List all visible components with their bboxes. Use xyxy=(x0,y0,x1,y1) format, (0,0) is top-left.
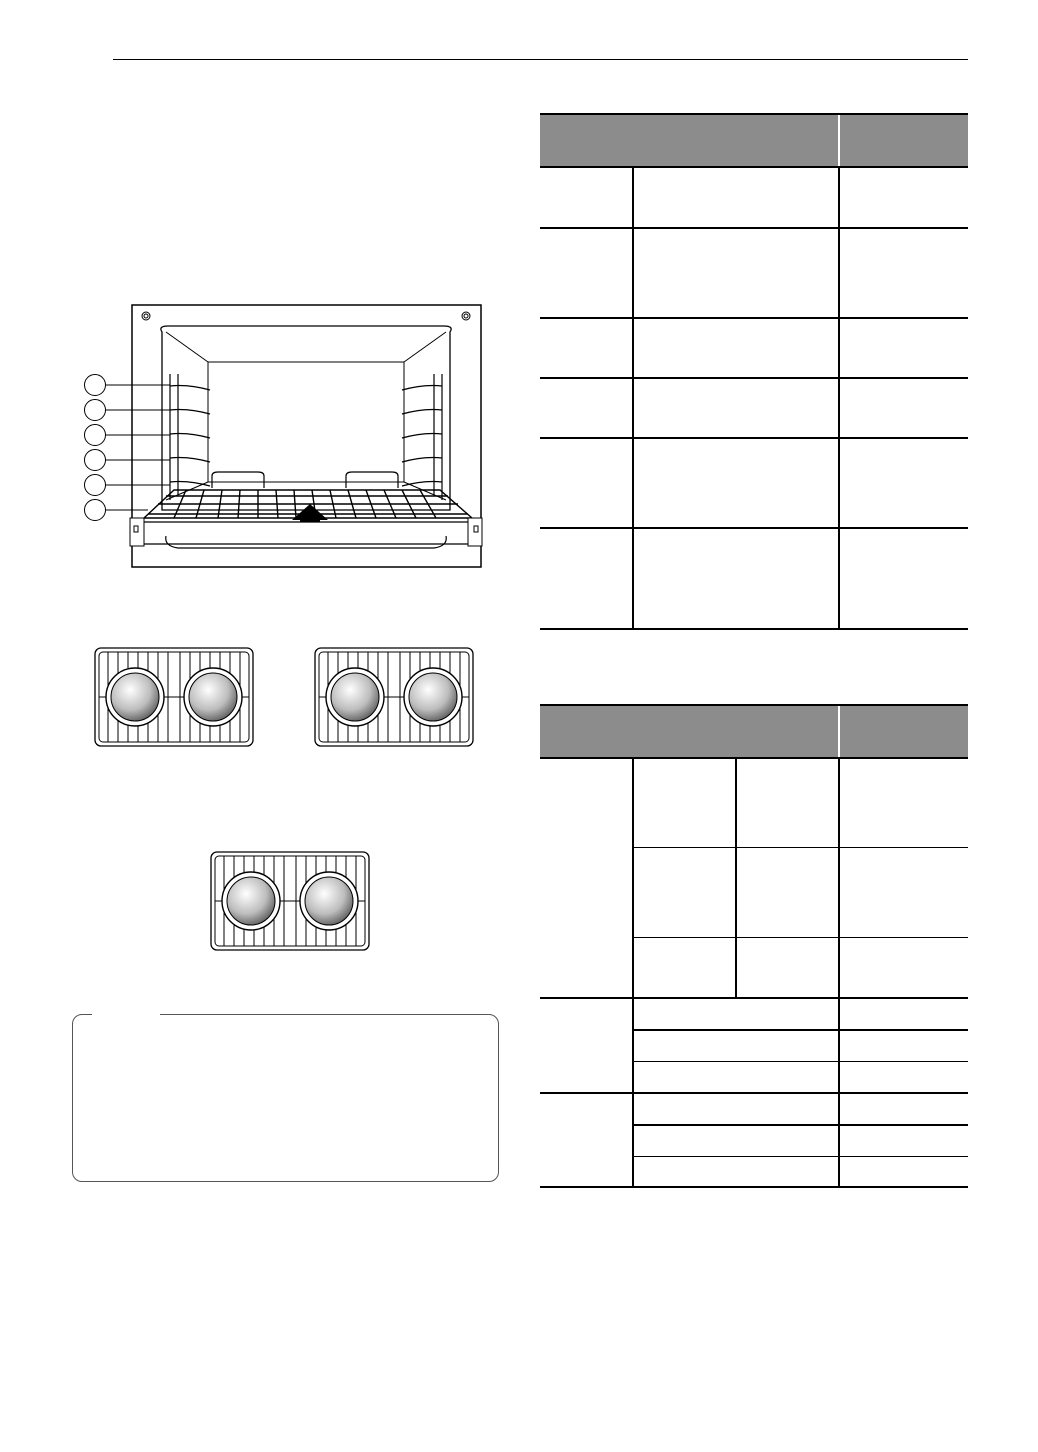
oven-rack-illustration xyxy=(78,300,490,572)
table-1-row-rule xyxy=(540,377,968,379)
rack-position-marker-5 xyxy=(84,399,106,421)
table-2-header-divider xyxy=(838,706,840,758)
table-2-row-rule xyxy=(632,1029,968,1031)
grate-illustration-right xyxy=(314,647,474,747)
table-1-col-divider xyxy=(632,166,634,629)
table-2-col-divider xyxy=(632,757,634,1188)
note-box-label-gap xyxy=(92,1008,160,1020)
table-1-row-rule xyxy=(540,527,968,529)
rack-position-marker-1 xyxy=(84,499,106,521)
table-2-row-rule xyxy=(632,1156,968,1157)
table-2-row-rule xyxy=(632,1061,968,1062)
table-1-header xyxy=(540,115,968,167)
table-2-bottom-rule xyxy=(540,1186,968,1188)
table-1-header-divider xyxy=(838,115,840,167)
table-1-row-rule xyxy=(540,317,968,319)
rack-position-marker-2 xyxy=(84,474,106,496)
table-1-row-rule xyxy=(540,227,968,229)
header-rule xyxy=(113,59,968,60)
table-2-header-rule xyxy=(540,757,968,759)
table-1-row-rule xyxy=(540,437,968,439)
table-2-col-divider xyxy=(735,757,737,998)
grate-illustration-left xyxy=(94,647,254,747)
table-2-row-rule xyxy=(540,997,968,999)
table-2-col-divider xyxy=(838,757,840,1188)
table-2-row-rule xyxy=(540,1092,968,1094)
rack-position-marker-4 xyxy=(84,424,106,446)
grate-illustration-center xyxy=(210,851,370,951)
table-2-row-rule xyxy=(632,937,968,938)
table-2-row-rule xyxy=(632,1124,968,1126)
table-1-col-divider xyxy=(838,166,840,629)
table-1-header-rule xyxy=(540,166,968,168)
rack-position-marker-3 xyxy=(84,449,106,471)
note-box xyxy=(72,1014,499,1182)
table-2-header xyxy=(540,706,968,758)
table-1-bottom-rule xyxy=(540,628,968,630)
rack-position-marker-6 xyxy=(84,374,106,396)
table-2-row-rule xyxy=(632,847,968,848)
